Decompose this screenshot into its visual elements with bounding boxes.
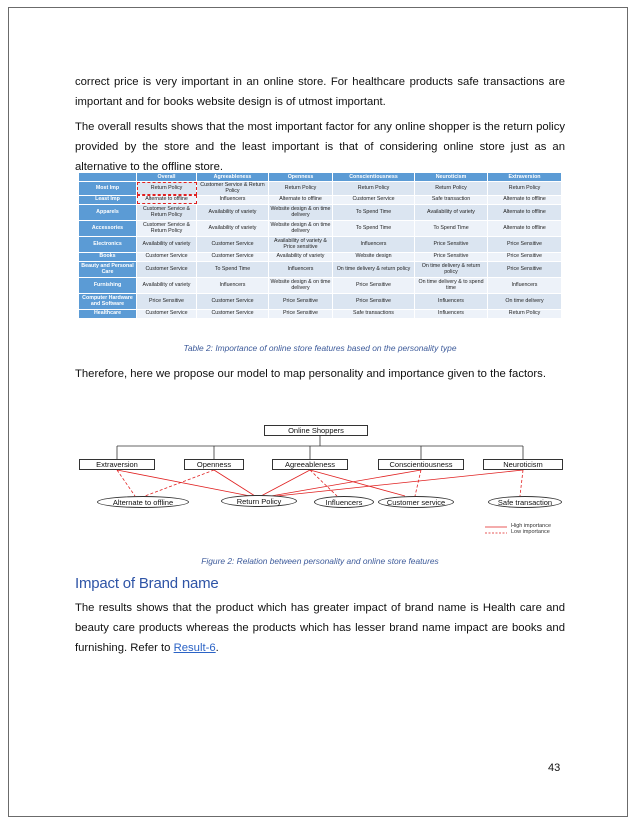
- table-cell: Price Sensitive: [333, 277, 415, 293]
- table-cell: Alternate to offline: [269, 195, 333, 204]
- table-cell: Availability of variety: [137, 277, 197, 293]
- table-cell: Price Sensitive: [137, 293, 197, 309]
- high-agreeableness-return: [261, 470, 310, 496]
- row-label: Least Imp: [79, 195, 137, 204]
- result-6-link[interactable]: Result-6: [173, 642, 216, 654]
- high-openness-return: [214, 470, 255, 496]
- low-neuroticism-safe: [520, 470, 523, 496]
- table-cell: Price Sensitive: [488, 236, 562, 252]
- row-label: Electronics: [79, 236, 137, 252]
- feature-alternate-to-offline: Alternate to offline: [97, 496, 189, 508]
- table-cell: Safe transaction: [415, 195, 488, 204]
- table-cell: Influencers: [197, 195, 269, 204]
- feature-influencers: Influencers: [314, 496, 374, 508]
- table-cell: Return Policy: [488, 309, 562, 318]
- table-cell: Alternate to offline: [488, 220, 562, 236]
- row-label: Accessories: [79, 220, 137, 236]
- paragraph-overall-results: The overall results shows that the most important factor for any online shopper is the return policy provided by the store and the least important is that of considering online store just as an alternative to the offline store.: [75, 121, 565, 173]
- table-cell: Influencers: [415, 309, 488, 318]
- table-cell: Influencers: [197, 277, 269, 293]
- section-heading: Impact of Brand name: [75, 575, 219, 592]
- table-cell: Customer Service & Return Policy: [137, 220, 197, 236]
- table-cell: Influencers: [488, 277, 562, 293]
- table-cell: Website design & on time delivery: [269, 204, 333, 220]
- table-cell: To Spend Time: [333, 220, 415, 236]
- table-cell: Price Sensitive: [488, 252, 562, 261]
- row-label: Furnishing: [79, 277, 137, 293]
- table-caption: Table 2: Importance of online store features based on the personality type: [183, 343, 457, 353]
- legend-low-label: Low importance: [511, 529, 550, 535]
- table-cell: Customer Service: [197, 293, 269, 309]
- table-cell: Availability of variety: [197, 220, 269, 236]
- table-cell: Price Sensitive: [269, 293, 333, 309]
- column-header-0: [79, 173, 137, 182]
- table-cell: Influencers: [415, 293, 488, 309]
- table-cell: Customer Service: [333, 195, 415, 204]
- figure-caption: Figure 2: Relation between personality and online store features: [201, 556, 439, 566]
- paragraph-brand-impact-end: .: [215, 642, 219, 654]
- table-cell: Influencers: [269, 261, 333, 277]
- table-cell: On time delivery & to spend time: [415, 277, 488, 293]
- row-label: Healthcare: [79, 309, 137, 318]
- table-cell: Customer Service: [137, 309, 197, 318]
- table-cell: Safe transactions: [333, 309, 415, 318]
- table-cell: Availability of variety: [415, 204, 488, 220]
- row-label: Most Imp: [79, 182, 137, 196]
- table-cell: Availability of variety: [269, 252, 333, 261]
- table-row: [79, 236, 562, 252]
- table-cell: To Spend Time: [197, 261, 269, 277]
- table-row: [79, 204, 562, 220]
- diagram-root-online-shoppers: Online Shoppers: [264, 425, 368, 436]
- table-cell: Customer Service: [137, 252, 197, 261]
- table-cell: Return Policy: [333, 182, 415, 196]
- column-header-3: Openness: [269, 173, 333, 182]
- table-cell: Return Policy: [269, 182, 333, 196]
- low-conscientiousness-customer: [415, 470, 421, 496]
- table-cell: Website design & on time delivery: [269, 220, 333, 236]
- table-cell: Return Policy: [137, 182, 197, 196]
- table-cell: To Spend Time: [415, 220, 488, 236]
- feature-return-policy: Return Policy: [221, 495, 297, 507]
- legend-high-label: High importance: [511, 523, 552, 529]
- table-cell: Availability of variety: [197, 204, 269, 220]
- table-cell: Customer Service: [197, 309, 269, 318]
- table-cell: Availability of variety: [137, 236, 197, 252]
- table-cell: Price Sensitive: [333, 293, 415, 309]
- table-cell: Customer Service & Return Policy: [137, 204, 197, 220]
- feature-safe-transaction: Safe transaction: [488, 496, 562, 508]
- personality-features-table: [78, 172, 562, 319]
- table-cell: Price Sensitive: [415, 236, 488, 252]
- high-extraversion-return: [117, 470, 250, 496]
- row-label: Computer Hardware and Software: [79, 293, 137, 309]
- table-row: [79, 261, 562, 277]
- paragraph-model: Therefore, here we propose our model to map personality and importance given to the factors.: [75, 368, 546, 380]
- table-row: [79, 182, 562, 196]
- table-cell: Alternate to offline: [488, 195, 562, 204]
- table-cell: Alternate to offline: [137, 195, 197, 204]
- trait-neuroticism: Neuroticism: [483, 459, 563, 470]
- paragraph-brand-impact-text: The results shows that the product which has greater impact of brand name is Health care and beauty care products whereas the products which has lesser brand name impact are books and furnishing. Refer to: [75, 602, 565, 654]
- column-header-4: Conscientiousness: [333, 173, 415, 182]
- column-header-2: Agreeableness: [197, 173, 269, 182]
- table-row: [79, 195, 562, 204]
- column-header-6: Extraversion: [488, 173, 562, 182]
- paragraph-brand-impact: [75, 598, 565, 658]
- table-cell: Influencers: [333, 236, 415, 252]
- table-header-row: [79, 173, 562, 182]
- trait-extraversion: Extraversion: [79, 459, 155, 470]
- feature-customer-service: Customer service: [378, 496, 454, 508]
- diagram-connectors: [75, 420, 565, 548]
- table-cell: Alternate to offline: [488, 204, 562, 220]
- trait-agreeableness: Agreeableness: [272, 459, 348, 470]
- table-cell: Availability of variety & Price sensitive: [269, 236, 333, 252]
- table-row: [79, 293, 562, 309]
- relation-diagram: [75, 420, 565, 548]
- table-row: [79, 220, 562, 236]
- table-cell: Return Policy: [488, 182, 562, 196]
- table-row: [79, 309, 562, 318]
- row-label: Beauty and Personal Care: [79, 261, 137, 277]
- table-cell: Website design & on time delivery: [269, 277, 333, 293]
- table-row: [79, 252, 562, 261]
- low-extraversion-alternate: [117, 470, 135, 496]
- column-header-1: Overall: [137, 173, 197, 182]
- row-label: Apparels: [79, 204, 137, 220]
- row-label: Books: [79, 252, 137, 261]
- low-openness-alternate: [145, 470, 214, 496]
- table-cell: Customer Service: [197, 236, 269, 252]
- table-cell: Customer Service: [137, 261, 197, 277]
- high-agreeableness-customer: [310, 470, 405, 496]
- table-cell: To Spend Time: [333, 204, 415, 220]
- column-header-5: Neuroticism: [415, 173, 488, 182]
- trait-conscientiousness: Conscientiousness: [378, 459, 464, 470]
- table-cell: Return Policy: [415, 182, 488, 196]
- paragraph-intro: correct price is very important in an online store. For healthcare products safe transactions are important and for books website design is of utmost important.: [75, 76, 565, 108]
- table-cell: Customer Service & Return Policy: [197, 182, 269, 196]
- table-cell: Customer Service: [197, 252, 269, 261]
- table-cell: On time delivery: [488, 293, 562, 309]
- table-cell: Website design: [333, 252, 415, 261]
- table-cell: On time delivery & return policy: [415, 261, 488, 277]
- table-row: [79, 277, 562, 293]
- table-cell: On time delivery & return policy: [333, 261, 415, 277]
- table-cell: Price Sensitive: [269, 309, 333, 318]
- table-cell: Price Sensitive: [488, 261, 562, 277]
- page-number: 43: [548, 762, 561, 774]
- table-cell: Price Sensitive: [415, 252, 488, 261]
- trait-openness: Openness: [184, 459, 244, 470]
